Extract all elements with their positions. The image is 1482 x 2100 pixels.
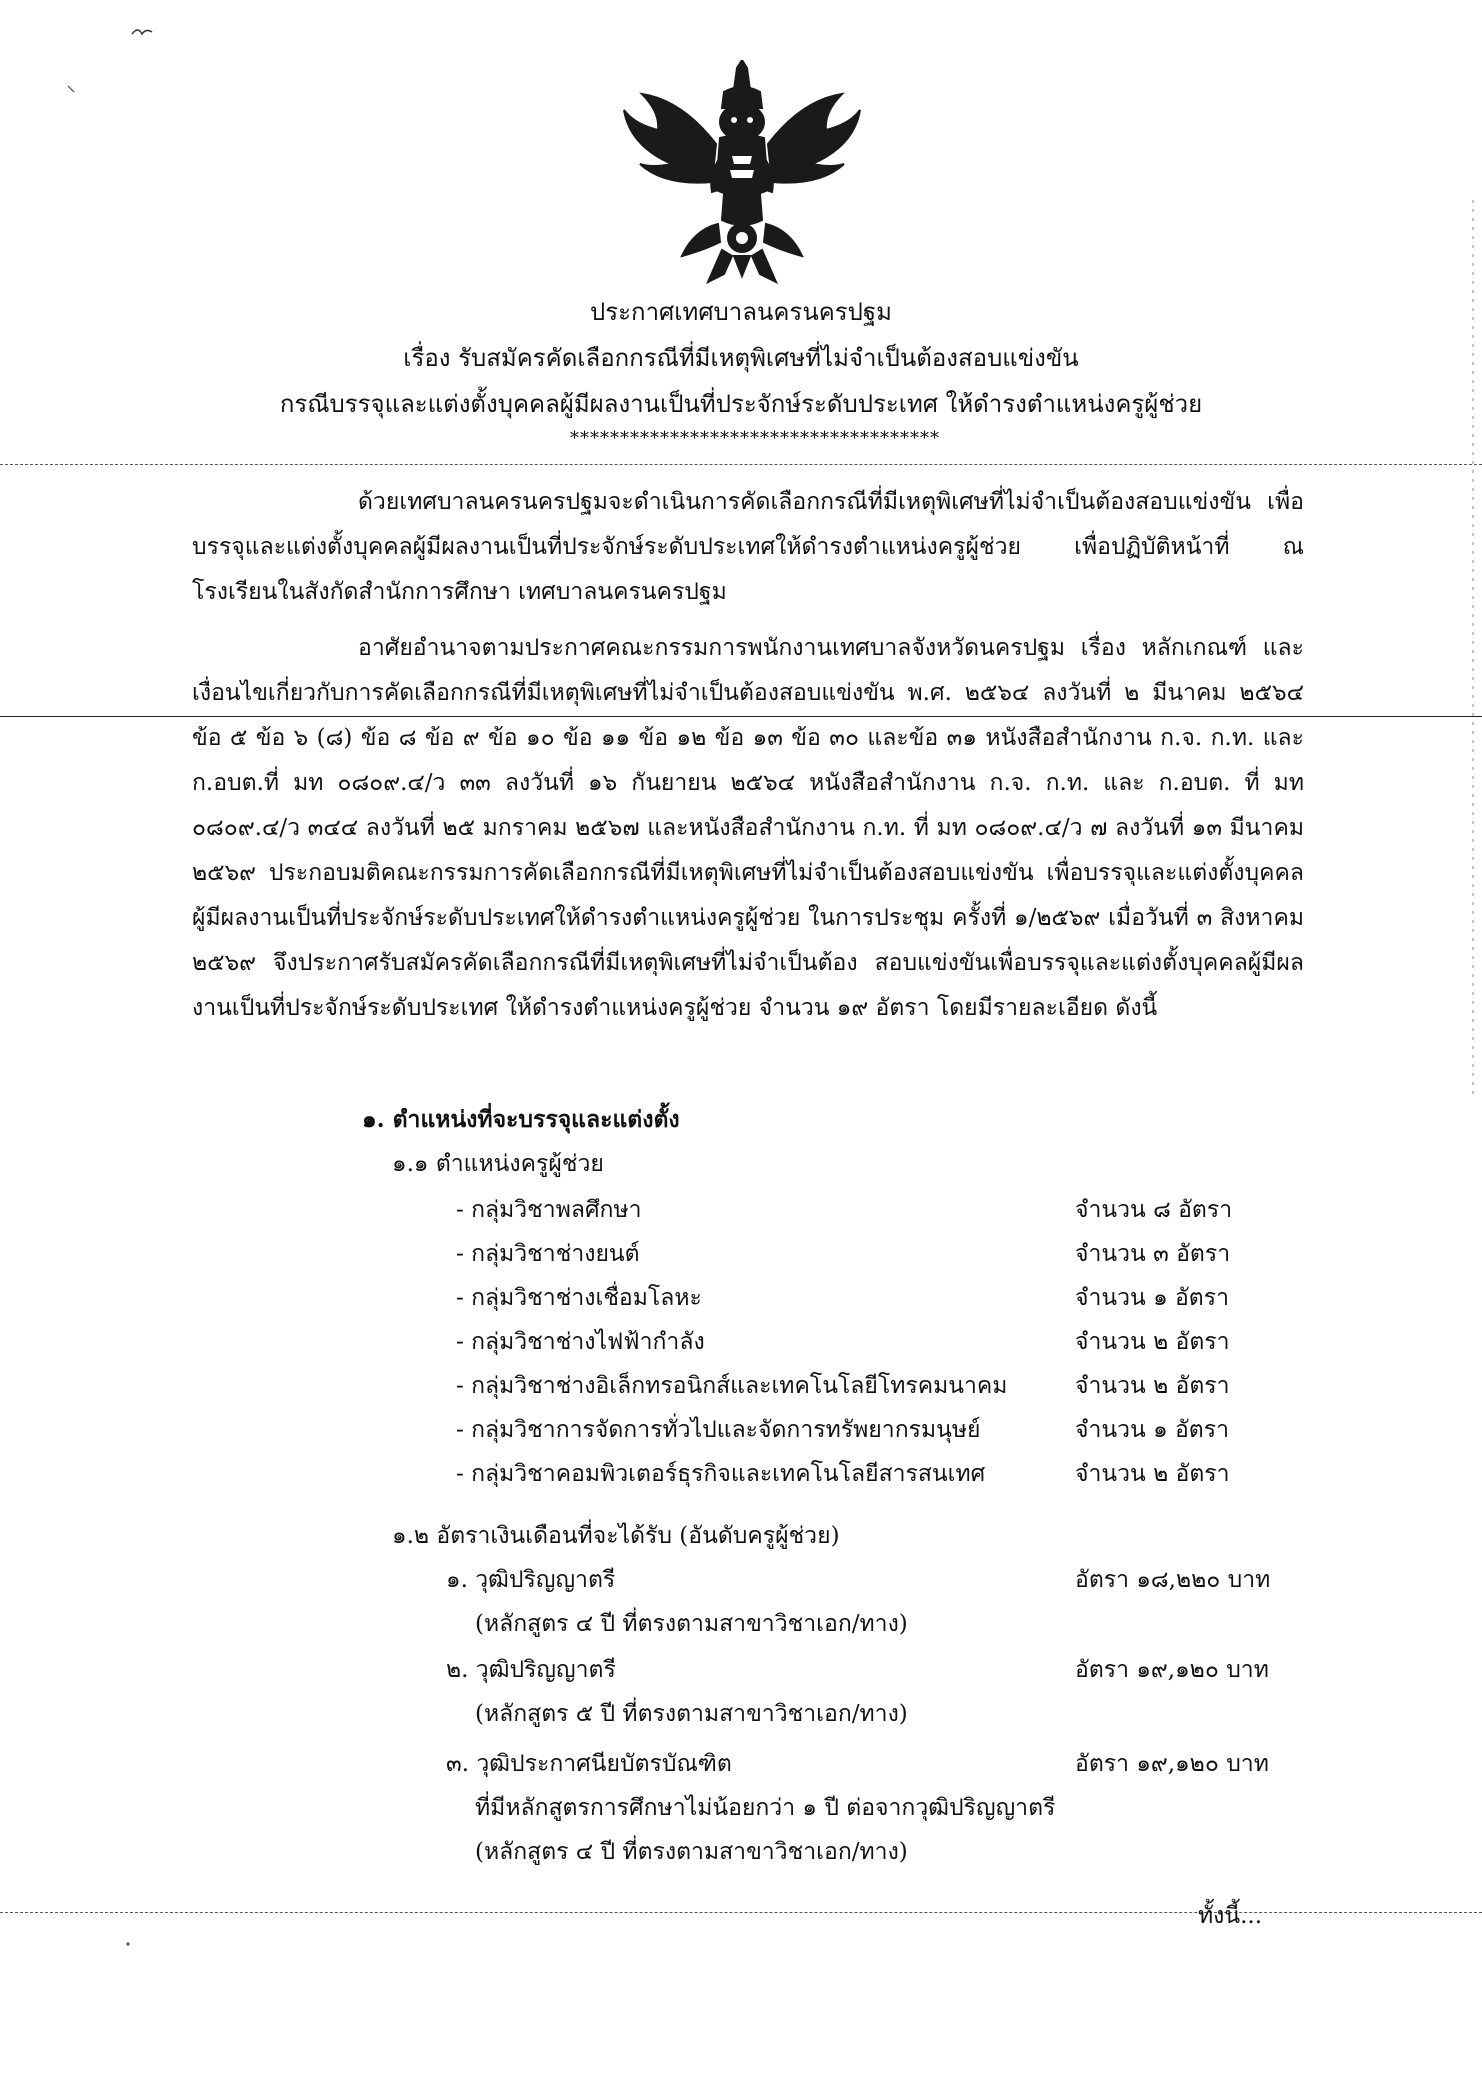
scan-edge — [1470, 200, 1476, 1100]
group-count: จำนวน ๓ อัตรา — [1075, 1241, 1231, 1267]
group-count: จำนวน ๑ อัตรา — [1075, 1417, 1229, 1443]
section-1-2-title: ๑.๒ อัตราเงินเดือนที่จะได้รับ (อันดับครูผู้ช่วย) — [392, 1523, 840, 1549]
salary-note: (หลักสูตร ๕ ปี ที่ตรงตามสาขาวิชาเอก/ทาง) — [475, 1701, 908, 1727]
garuda-emblem — [612, 60, 872, 290]
section-1-title: ๑. ตำแหน่งที่จะบรรจุและแต่งตั้ง — [362, 1106, 680, 1133]
group-count: จำนวน ๒ อัตรา — [1075, 1329, 1230, 1355]
salary-item — [0, 1746, 1482, 1880]
salary-degree: ๓. วุฒิประกาศนียบัตรบัณฑิต — [446, 1751, 732, 1777]
salary-rate: อัตรา ๑๙,๑๒๐ บาท — [1075, 1751, 1269, 1777]
group-name: - กลุ่มวิชาช่างไฟฟ้ากำลัง — [456, 1329, 705, 1355]
salary-rate: อัตรา ๑๘,๒๒๐ บาท — [1075, 1567, 1271, 1593]
group-name: - กลุ่มวิชาช่างยนต์ — [456, 1241, 640, 1267]
group-name: - กลุ่มวิชาพลศึกษา — [456, 1197, 642, 1223]
group-name: - กลุ่มวิชาช่างอิเล็กทรอนิกส์และเทคโนโลยีโทรคมนาคม — [456, 1373, 1008, 1399]
group-name: - กลุ่มวิชาช่างเชื่อมโลหะ — [456, 1285, 702, 1311]
group-name: - กลุ่มวิชาการจัดการทั่วไปและจัดการทรัพยากรมนุษย์ — [456, 1417, 981, 1443]
position-group-row — [0, 1192, 1482, 1228]
group-count: จำนวน ๒ อัตรา — [1075, 1373, 1230, 1399]
announcement-subject-continued: กรณีบรรจุและแต่งตั้งบุคคลผู้มีผลงานเป็นที่ประจักษ์ระดับประเทศ ให้ดำรงตำแหน่งครูผู้ช่วย — [279, 390, 1203, 418]
section-1-1-title: ๑.๑ ตำแหน่งครูผู้ช่วย — [392, 1151, 604, 1177]
scan-speck — [66, 84, 78, 96]
salary-degree: ๒. วุฒิปริญญาตรี — [446, 1657, 616, 1683]
scan-speck — [124, 1940, 132, 1948]
position-group-row — [0, 1412, 1482, 1448]
salary-item — [0, 1652, 1482, 1742]
group-count: จำนวน ๒ อัตรา — [1075, 1461, 1230, 1487]
salary-note: (หลักสูตร ๔ ปี ที่ตรงตามสาขาวิชาเอก/ทาง) — [475, 1611, 908, 1637]
group-count: จำนวน ๑ อัตรา — [1075, 1285, 1229, 1311]
authority-paragraph: อาศัยอำนาจตามประกาศคณะกรรมการพนักงานเทศบาลจังหวัดนครปฐม เรื่อง หลักเกณฑ์ และเงื่อนไขเกี่ยวกับการคัดเลือกกรณีที่มีเหตุพิเศษที่ไม่จำเป็นต้องสอบแข่งขัน พ.ศ. ๒๕๖๔ ลงวันที่ ๒ มีนาคม ๒๕๖๔ ข้อ ๕ ข้อ ๖ (๘) ข้อ ๘ ข้อ ๙ ข้อ ๑๐ ข้อ ๑๑ ข้อ ๑๒ ข้อ ๑๓ ข้อ ๓๐ และข้อ ๓๑ หนังสือสำนักงาน ก.จ. ก.ท. และ ก.อบต.ที่ มท ๐๘๐๙.๔/ว ๓๓ ลงวันที่ ๑๖ กันยายน ๒๕๖๔ หนังสือสำนักงาน ก.จ. ก.ท. และ ก.อบต. ที่ มท ๐๘๐๙.๔/ว ๓๔๔ ลงวันที่ ๒๕ มกราคม ๒๕๖๗ และหนังสือสำนักงาน ก.ท. ที่ มท ๐๘๐๙.๔/ว ๗ ลงวันที่ ๑๓ มีนาคม ๒๕๖๙ ประกอบมติคณะกรรมการคัดเลือกกรณีที่มีเหตุพิเศษที่ไม่จำเป็นต้องสอบแข่งขัน เพื่อบรรจุและแต่งตั้งบุคคลผู้มีผลงานเป็นที่ประจักษ์ระดับประเทศให้ดำรงตำแหน่งครูผู้ช่วย ในการประชุม ครั้งที่ ๑/๒๕๖๙ เมื่อวันที่ ๓ สิงหาคม ๒๕๖๙ จึงประกาศรับสมัครคัดเลือกกรณีที่มีเหตุพิเศษที่ไม่จำเป็นต้อง สอบแข่งขันเพื่อบรรจุและแต่งตั้งบุคคลผู้มีผลงานเป็นที่ประจักษ์ระดับประเทศ ให้ดำรงตำแหน่งครูผู้ช่วย จำนวน ๑๙ อัตรา โดยมีรายละเอียด ดังนี้ — [192, 635, 1304, 1021]
announcement-title: ประกาศเทศบาลนครนครปฐม — [590, 298, 892, 326]
salary-rate: อัตรา ๑๙,๑๒๐ บาท — [1075, 1657, 1269, 1683]
salary-note: ที่มีหลักสูตรการศึกษาไม่น้อยกว่า ๑ ปี ต่อจากวุฒิปริญญาตรี — [475, 1795, 1056, 1821]
position-group-row — [0, 1368, 1482, 1404]
position-group-row — [0, 1456, 1482, 1492]
header-separator: ************************************* — [570, 428, 940, 449]
continued-marker: ทั้งนี้... — [1198, 1903, 1263, 1929]
scan-divider-top — [0, 464, 1482, 465]
intro-paragraph: ด้วยเทศบาลนครนครปฐมจะดำเนินการคัดเลือกกรณีที่มีเหตุพิเศษที่ไม่จำเป็นต้องสอบแข่งขัน เพื่อบรรจุและแต่งตั้งบุคคลผู้มีผลงานเป็นที่ประจักษ์ระดับประเทศให้ดำรงตำแหน่งครูผู้ช่วย เพื่อปฏิบัติหน้าที่ ณ โรงเรียนในสังกัดสำนักการศึกษา เทศบาลนครนครปฐม — [192, 489, 1304, 605]
group-count: จำนวน ๘ อัตรา — [1075, 1197, 1233, 1223]
scan-crease-line — [0, 716, 1482, 717]
position-group-row — [0, 1236, 1482, 1272]
salary-note: (หลักสูตร ๔ ปี ที่ตรงตามสาขาวิชาเอก/ทาง) — [475, 1839, 908, 1865]
position-group-row — [0, 1324, 1482, 1360]
scan-speck — [128, 22, 158, 42]
announcement-subject: เรื่อง รับสมัครคัดเลือกกรณีที่มีเหตุพิเศษที่ไม่จำเป็นต้องสอบแข่งขัน — [403, 344, 1079, 372]
salary-item — [0, 1562, 1482, 1652]
position-group-row — [0, 1280, 1482, 1316]
salary-degree: ๑. วุฒิปริญญาตรี — [446, 1567, 616, 1593]
group-name: - กลุ่มวิชาคอมพิวเตอร์ธุรกิจและเทคโนโลยีสารสนเทศ — [456, 1461, 986, 1487]
